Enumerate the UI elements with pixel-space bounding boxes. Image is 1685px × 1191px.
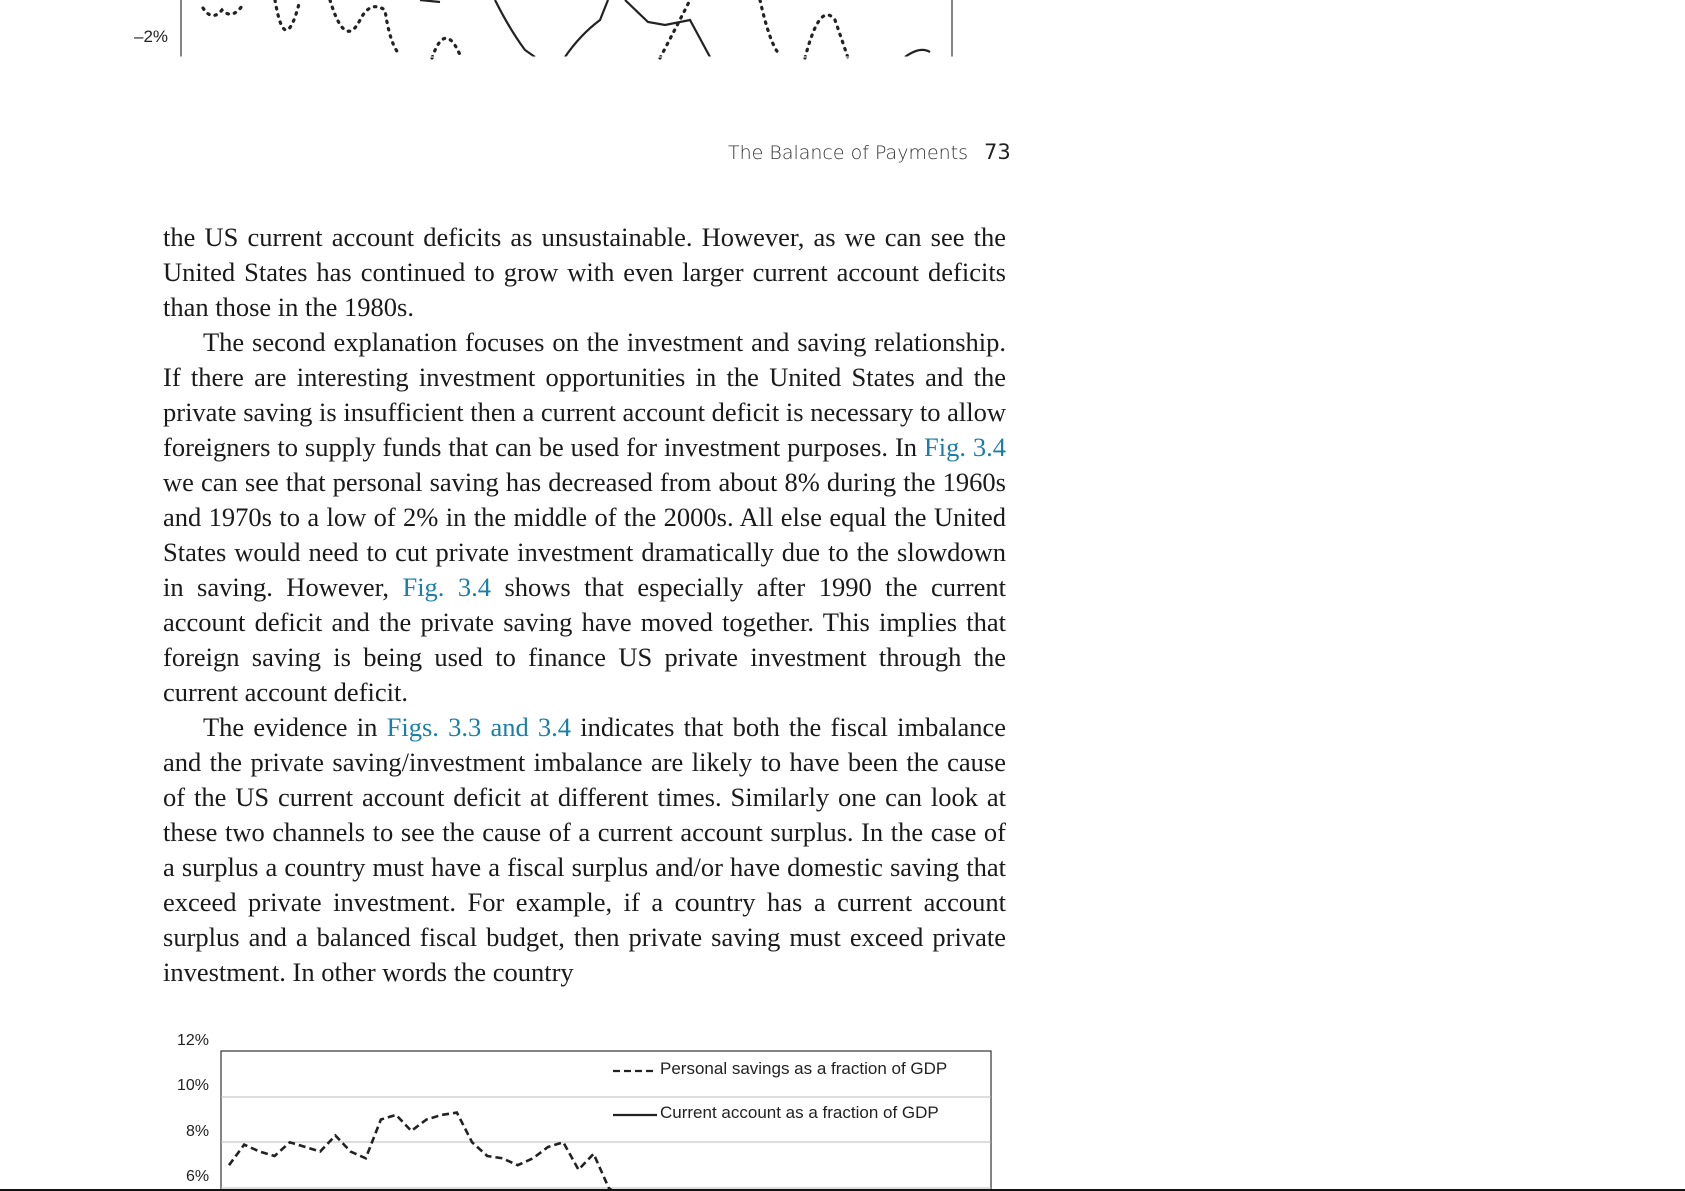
body-text xyxy=(163,220,1006,990)
paragraph-3-text-a: The evidence in xyxy=(203,712,387,742)
running-header-title: The Balance of Payments xyxy=(728,142,969,164)
paragraph-1 xyxy=(163,220,1006,325)
y-tick-label: 6% xyxy=(186,1168,210,1185)
page-number: 73 xyxy=(984,140,1011,164)
paragraph-3 xyxy=(163,710,1006,990)
legend-current-account: Current account as a fraction of GDP xyxy=(660,1103,939,1122)
paragraph-3-text-b: indicates that both the fiscal imbalance and the private saving/investment imbalance are likely to have been the cause of the US current account deficit at different times. Similarly one can look at these two channels to see the cause of a current account surplus. In the case of a surplus a country must have a fiscal surplus and/or have domestic saving that exceed private investment. For example, if a country has a current account surplus and a balanced fiscal budget, then private saving must exceed private investment. In other words the country xyxy=(163,712,1006,987)
top-figure-ytick: –2% xyxy=(134,27,169,46)
fig-3-4-link[interactable]: Fig. 3.4 xyxy=(923,432,1006,462)
y-tick-label: 10% xyxy=(177,1077,210,1094)
paragraph-2-text-b: we can see that personal saving has decreased from about 8% during the 1960s and 1970s to a low of 2% in the middle of the 2000s. All else equal the United States would need to cut private investment dramatically due to the slowdown in saving. However, xyxy=(163,467,1006,602)
fig-3-4-link-2[interactable]: Fig. 3.4 xyxy=(402,572,491,602)
top-figure-plot xyxy=(0,0,1000,60)
paragraph-2-text-c: shows that especially after 1990 the current account deficit and the private saving have moved together. This implies that foreign saving is being used to finance US private investment through the current account deficit. xyxy=(163,572,1006,707)
y-tick-label: 12% xyxy=(177,1032,210,1049)
figs-3-3-3-4-link[interactable]: Figs. 3.3 and 3.4 xyxy=(386,712,572,742)
y-tick-label: 8% xyxy=(186,1123,210,1140)
paragraph-2 xyxy=(163,325,1006,710)
legend-personal-savings: Personal savings as a fraction of GDP xyxy=(660,1059,948,1078)
paragraph-2-text-a: The second explanation focuses on the investment and saving relationship. If there are interesting investment opportunities in the United States and the private saving is insufficient then a current account deficit is necessary to allow foreigners to supply funds that can be used for investment purposes. In xyxy=(163,327,1006,462)
paragraph-1-text: the US current account deficits as unsustainable. However, as we can see the United States has continued to grow with even larger current account deficits than those in the 1980s. xyxy=(163,222,1006,322)
personal-savings-line xyxy=(229,1113,700,1191)
